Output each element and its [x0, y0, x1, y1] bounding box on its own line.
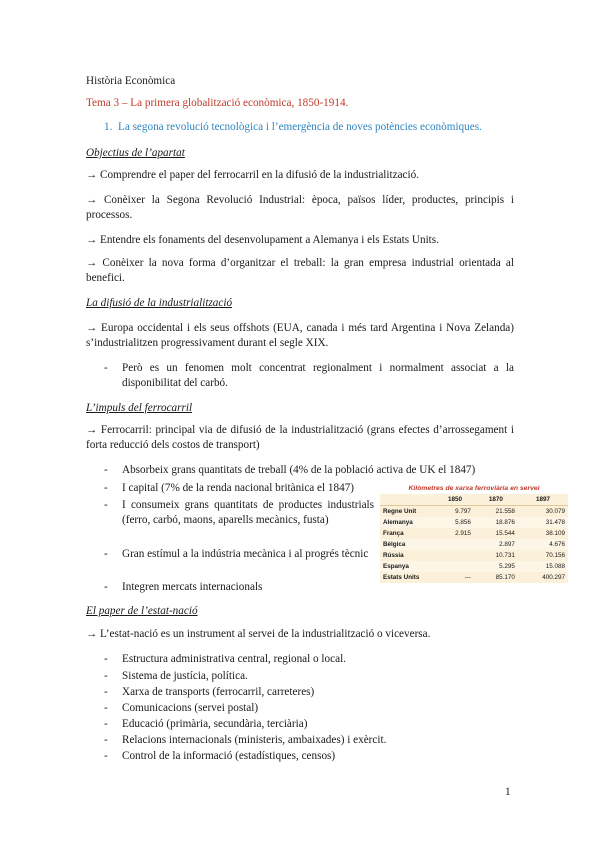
objective-item: → Conèixer la nova forma d’organitzar el treball: la gran empresa industrial orientada al benefici. — [86, 257, 514, 284]
dash-marker: - — [104, 499, 108, 511]
value-cell — [436, 539, 474, 550]
bullet-text: I capital (7% de la renda nacional britànica el 1847) — [122, 482, 355, 494]
value-cell: 38.109 — [545, 530, 565, 537]
table-header-row — [380, 494, 568, 506]
dash-marker: - — [104, 734, 108, 746]
bullet-text: Estructura administrativa central, regional o local. — [122, 653, 346, 665]
value-cell: 18.876 — [474, 517, 518, 528]
bullet-text: Control de la informació (estadístiques, censos) — [122, 750, 336, 762]
value-cell: 9.797 — [455, 508, 471, 515]
dash-marker: - — [104, 718, 108, 730]
country-cell: Bèlgica — [380, 539, 436, 550]
dash-marker: - — [104, 702, 108, 714]
section-title: 1. La segona revolució tecnològica i l’emergència de noves potències econòmiques. — [104, 121, 482, 133]
bullet-text: Però es un fenomen molt concentrat regionalment i normalment associat a la disponibilitat del carbó. — [122, 362, 514, 389]
bullet-text: Relacions internacionals (ministeris, ambaixades) i exèrcit. — [122, 734, 387, 746]
dash-marker: - — [104, 548, 108, 560]
value-cell: 400.297 — [542, 574, 565, 581]
value-cell: 5.856 — [436, 517, 474, 528]
dash-marker: - — [104, 686, 108, 698]
dash-marker: - — [104, 482, 108, 494]
country-cell: Regne Unit — [383, 508, 417, 515]
dash-marker: - — [104, 362, 108, 374]
state-intro: → L’estat-nació es un instrument al servei de la industrialització o viceversa. — [86, 628, 431, 640]
course-title: Història Econòmica — [86, 75, 176, 87]
country-cell: Rússia — [383, 552, 404, 559]
table-header-cell: 1870 — [474, 494, 518, 506]
value-cell: 31.478 — [518, 517, 568, 528]
table-header-cell: 1897 — [518, 494, 568, 506]
table-header-cell — [380, 494, 436, 506]
value-cell: 10.731 — [495, 552, 515, 559]
railway-km-table — [380, 483, 568, 583]
dash-marker: - — [104, 750, 108, 762]
state-heading: El paper de l’estat-nació — [86, 605, 198, 617]
value-cell: 5.295 — [474, 561, 518, 572]
bullet-text: Educació (primària, secundària, terciària) — [122, 718, 308, 730]
table-row — [380, 528, 568, 539]
table-row — [380, 506, 568, 518]
value-cell: 21.558 — [495, 508, 515, 515]
table-header-cell: 1850 — [436, 494, 474, 506]
page-number: 1 — [505, 786, 511, 798]
country-cell: Alemanya — [380, 517, 436, 528]
value-cell: 70.156 — [545, 552, 565, 559]
table-row — [380, 517, 568, 528]
value-cell: 2.915 — [455, 530, 471, 537]
bullet-text: Gran estímul a la indústria mecànica i al progrés tècnic — [122, 548, 369, 560]
bullet-text: I consumeix grans quantitats de productes industrials (ferro, carbó, maons, aparells mecànics, fusta) — [122, 499, 374, 526]
data-table — [380, 494, 568, 583]
value-cell: 4.676 — [518, 539, 568, 550]
topic-title: Tema 3 – La primera globalització econòmica, 1850-1914. — [86, 97, 349, 109]
railway-intro: → Ferrocarril: principal via de difusió de la industrialització (grans efectes d’arrossegament i forta reducció dels costos de transport) — [86, 424, 514, 451]
value-cell: 30.079 — [545, 508, 565, 515]
table-row — [380, 539, 568, 550]
dash-marker: - — [104, 653, 108, 665]
table-row — [380, 572, 568, 583]
country-cell: Estats Units — [383, 574, 420, 581]
bullet-text: Integren mercats internacionals — [122, 581, 263, 593]
value-cell — [436, 561, 474, 572]
bullet-text: Absorbeix grans quantitats de treball (4% de la població activa de UK el 1847) — [122, 464, 476, 476]
table-row — [380, 550, 568, 561]
dash-marker: - — [104, 670, 108, 682]
value-cell: 2.897 — [474, 539, 518, 550]
value-cell: 15.088 — [518, 561, 568, 572]
bullet-text: Sistema de justícia, política. — [122, 670, 248, 682]
objective-item: → Entendre els fonaments del desenvolupament a Alemanya i els Estats Units. — [86, 234, 439, 246]
dash-marker: - — [104, 464, 108, 476]
objective-item: → Comprendre el paper del ferrocarril en la difusió de la industrialització. — [86, 169, 420, 181]
objectives-heading: Objectius de l’apartat — [86, 147, 185, 159]
diffusion-intro: → Europa occidental i els seus offshots (EUA, canada i més tard Argentina i Nova Zelanda) s’industrialitzen progressivament durant el segle XIX. — [86, 322, 514, 349]
table-row — [380, 561, 568, 572]
bullet-text: Xarxa de transports (ferrocarril, carreteres) — [122, 686, 315, 698]
country-cell: França — [383, 530, 404, 537]
table-title: Kilòmetres de xarxa ferroviària en servei — [408, 485, 540, 492]
value-cell: 15.544 — [495, 530, 515, 537]
bullet-text: Comunicacions (servei postal) — [122, 702, 259, 714]
country-cell: Espanya — [380, 561, 436, 572]
objective-item: → Conèixer la Segona Revolució Industrial: època, països líder, productes, principis i processos. — [86, 194, 514, 221]
diffusion-heading: La difusió de la industrialització — [86, 297, 233, 309]
dash-marker: - — [104, 581, 108, 593]
value-cell: --- — [464, 574, 471, 581]
value-cell: 85.170 — [495, 574, 515, 581]
railway-heading: L’impuls del ferrocarril — [86, 402, 193, 414]
value-cell — [436, 550, 474, 561]
